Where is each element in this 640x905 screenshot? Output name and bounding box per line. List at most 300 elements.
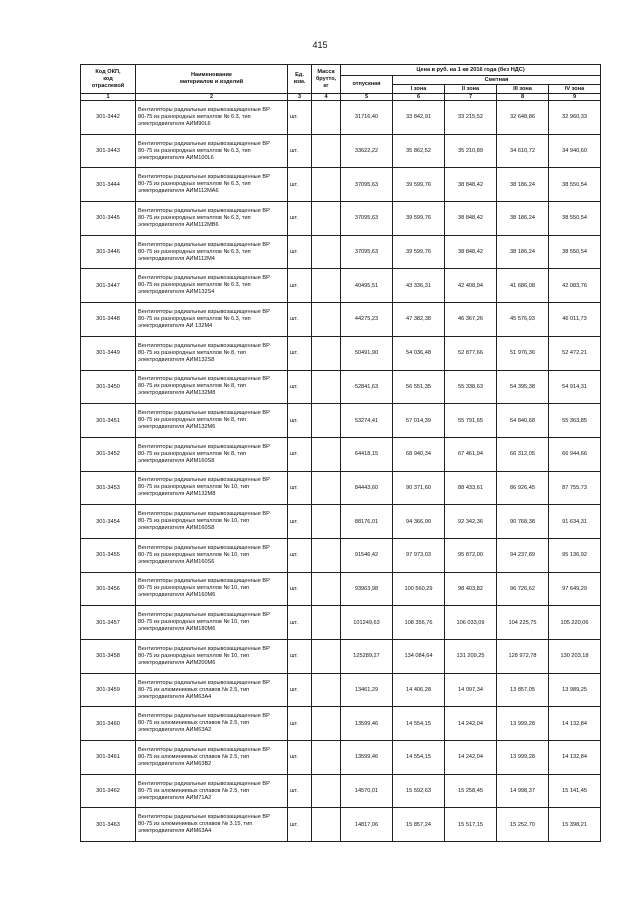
zone-2-price-cell: 98 403,82 — [445, 572, 497, 606]
zone-2-price-cell: 92 342,36 — [445, 505, 497, 539]
mass-cell — [312, 471, 341, 505]
release-price-cell: 93963,98 — [341, 572, 393, 606]
unit-cell: шт. — [288, 134, 312, 168]
name-line: электродвигателя АИМ63В2 — [138, 760, 212, 767]
zone-2-price-cell: 35 210,89 — [445, 134, 497, 168]
release-price-cell: 91546,42 — [341, 538, 393, 572]
zone-2-price-cell: 14 097,34 — [445, 673, 497, 707]
name-line: 80-75 из разнородных металлов № 6.3, тип — [138, 147, 251, 154]
zone-1-price-cell: 43 336,31 — [393, 269, 445, 303]
zone-3-price-cell: 90 768,38 — [497, 505, 549, 539]
mass-cell — [312, 134, 341, 168]
code-cell: 301-3456 — [81, 572, 136, 606]
table-row — [81, 505, 601, 539]
zone-2-price-cell: 42 408,94 — [445, 269, 497, 303]
name-line: электродвигателя АИМ63А4 — [138, 693, 212, 700]
header-mass-line: Масса — [317, 68, 335, 75]
header-zone-4: IV зона — [549, 85, 601, 94]
column-number: 2 — [136, 94, 288, 101]
name-line: Вентиляторы радиальные взрывозащищенные ВР — [138, 746, 270, 753]
price-table — [80, 64, 601, 842]
name-cell — [136, 538, 288, 572]
mass-cell — [312, 303, 341, 337]
name-line: 80-75 из разнородных металлов № 10, тип — [138, 585, 250, 592]
name-line: Вентиляторы радиальные взрывозащищенные ВР — [138, 106, 270, 113]
name-line: Вентиляторы радиальные взрывозащищенные ВР — [138, 645, 270, 652]
unit-cell: шт. — [288, 235, 312, 269]
name-line: 80-75 из разнородных металлов № 6.3, тип — [138, 248, 251, 255]
column-number: 1 — [81, 94, 136, 101]
name-line: электродвигателя АИМ63А4 — [138, 828, 212, 835]
code-cell: 301-3459 — [81, 673, 136, 707]
zone-4-price-cell: 46 011,73 — [549, 303, 601, 337]
zone-3-price-cell: 96 726,62 — [497, 572, 549, 606]
mass-cell — [312, 640, 341, 674]
release-price-cell: 52841,63 — [341, 370, 393, 404]
name-line: 80-75 из алюминиевых сплавов № 2.5, тип — [138, 686, 250, 693]
header-name — [136, 65, 288, 94]
name-line: Вентиляторы радиальные взрывозащищенные ВР — [138, 207, 270, 214]
name-cell — [136, 471, 288, 505]
release-price-cell: 14817,06 — [341, 808, 393, 842]
name-cell — [136, 336, 288, 370]
name-line: электродвигателя АИМ180М6 — [138, 626, 216, 633]
name-line: Вентиляторы радиальные взрывозащищенные ВР — [138, 342, 270, 349]
column-number: 7 — [445, 94, 497, 101]
name-cell — [136, 741, 288, 775]
table-row — [81, 741, 601, 775]
code-cell: 301-3457 — [81, 606, 136, 640]
table-row — [81, 202, 601, 236]
table-row — [81, 404, 601, 438]
name-line: 80-75 из разнородных металлов № 8, тип — [138, 349, 246, 356]
name-line: 80-75 из разнородных металлов № 10, тип — [138, 619, 250, 626]
code-cell: 301-3463 — [81, 808, 136, 842]
name-line: Вентиляторы радиальные взрывозащищенные ВР — [138, 679, 270, 686]
unit-cell: шт. — [288, 437, 312, 471]
name-line: электродвигателя АИМ100L6 — [138, 154, 214, 161]
release-price-cell: 37095,63 — [341, 202, 393, 236]
name-cell — [136, 707, 288, 741]
name-line: электродвигателя АИМ132М8 — [138, 390, 216, 397]
zone-3-price-cell: 104 225,75 — [497, 606, 549, 640]
zone-1-price-cell: 33 842,91 — [393, 101, 445, 135]
mass-cell — [312, 202, 341, 236]
zone-2-price-cell: 106 033,09 — [445, 606, 497, 640]
name-line: 80-75 из разнородных металлов № 6.3, тип — [138, 181, 251, 188]
zone-2-price-cell: 131 209,25 — [445, 640, 497, 674]
mass-cell — [312, 404, 341, 438]
name-line: Вентиляторы радиальные взрывозащищенные ВР — [138, 578, 270, 585]
table-row — [81, 640, 601, 674]
zone-2-price-cell: 55 791,65 — [445, 404, 497, 438]
zone-2-price-cell: 14 242,04 — [445, 707, 497, 741]
zone-2-price-cell: 55 338,63 — [445, 370, 497, 404]
unit-cell: шт. — [288, 640, 312, 674]
header-zone-3: III зона — [497, 85, 549, 94]
header-release-price: отпускная — [341, 76, 393, 94]
table-row — [81, 235, 601, 269]
table-row — [81, 572, 601, 606]
zone-4-price-cell: 14 132,84 — [549, 741, 601, 775]
table-row — [81, 471, 601, 505]
name-cell — [136, 101, 288, 135]
zone-4-price-cell: 38 550,54 — [549, 235, 601, 269]
mass-cell — [312, 505, 341, 539]
code-cell: 301-3445 — [81, 202, 136, 236]
zone-4-price-cell: 55 363,85 — [549, 404, 601, 438]
mass-cell — [312, 673, 341, 707]
code-cell: 301-3449 — [81, 336, 136, 370]
header-code — [81, 65, 136, 94]
header-mass-line: кг — [323, 82, 329, 89]
release-price-cell: 13599,46 — [341, 741, 393, 775]
zone-3-price-cell: 128 972,78 — [497, 640, 549, 674]
zone-1-price-cell: 108 356,76 — [393, 606, 445, 640]
name-line: Вентиляторы радиальные взрывозащищенные ВР — [138, 814, 270, 821]
zone-2-price-cell: 38 848,42 — [445, 202, 497, 236]
zone-4-price-cell: 105 220,06 — [549, 606, 601, 640]
zone-4-price-cell: 38 550,54 — [549, 168, 601, 202]
name-cell — [136, 673, 288, 707]
name-line: Вентиляторы радиальные взрывозащищенные ВР — [138, 511, 270, 518]
zone-4-price-cell: 91 634,31 — [549, 505, 601, 539]
unit-cell: шт. — [288, 202, 312, 236]
header-unit — [288, 65, 312, 94]
code-cell: 301-3446 — [81, 235, 136, 269]
release-price-cell: 40495,51 — [341, 269, 393, 303]
column-number-row — [81, 94, 601, 101]
page-number: 415 — [312, 40, 328, 50]
name-line: Вентиляторы радиальные взрывозащищенные ВР — [138, 174, 270, 181]
name-line: 80-75 из разнородных металлов № 6.3, тип — [138, 315, 251, 322]
zone-1-price-cell: 39 599,76 — [393, 168, 445, 202]
zone-2-price-cell: 15 258,45 — [445, 774, 497, 808]
unit-cell: шт. — [288, 404, 312, 438]
name-line: 80-75 из алюминиевых сплавов № 2.5, тип — [138, 787, 250, 794]
zone-1-price-cell: 39 599,76 — [393, 235, 445, 269]
zone-1-price-cell: 100 560,29 — [393, 572, 445, 606]
unit-cell: шт. — [288, 673, 312, 707]
name-line: электродвигателя АИМ132М6 — [138, 424, 216, 431]
name-cell — [136, 370, 288, 404]
header-name-line: материалов и изделий — [179, 79, 244, 85]
release-price-cell: 14570,01 — [341, 774, 393, 808]
name-line: Вентиляторы радиальные взрывозащищенные ВР — [138, 713, 270, 720]
name-line: электродвигателя АИМ160М6 — [138, 592, 216, 599]
zone-1-price-cell: 47 382,38 — [393, 303, 445, 337]
zone-2-price-cell: 15 517,15 — [445, 808, 497, 842]
zone-1-price-cell: 97 973,03 — [393, 538, 445, 572]
zone-4-price-cell: 52 472,21 — [549, 336, 601, 370]
code-cell: 301-3452 — [81, 437, 136, 471]
name-line: 80-75 из алюминиевых сплавов № 3.15, тип — [138, 821, 253, 828]
zone-4-price-cell: 32 960,33 — [549, 101, 601, 135]
zone-4-price-cell: 66 944,66 — [549, 437, 601, 471]
mass-cell — [312, 707, 341, 741]
unit-cell: шт. — [288, 101, 312, 135]
release-price-cell: 31716,40 — [341, 101, 393, 135]
name-line: электродвигателя АИМ132S8 — [138, 356, 215, 363]
name-cell — [136, 202, 288, 236]
name-line: Вентиляторы радиальные взрывозащищенные ВР — [138, 780, 270, 787]
name-line: Вентиляторы радиальные взрывозащищенные ВР — [138, 308, 270, 315]
release-price-cell: 37095,63 — [341, 168, 393, 202]
column-number: 5 — [341, 94, 393, 101]
mass-cell — [312, 741, 341, 775]
unit-cell: шт. — [288, 741, 312, 775]
name-line: электродвигателя АИМ112МВ6 — [138, 221, 219, 228]
mass-cell — [312, 538, 341, 572]
column-number: 8 — [497, 94, 549, 101]
mass-cell — [312, 774, 341, 808]
name-line: 80-75 из разнородных металлов № 8, тип — [138, 417, 246, 424]
zone-1-price-cell: 15 857,24 — [393, 808, 445, 842]
zone-1-price-cell: 57 014,39 — [393, 404, 445, 438]
name-line: 80-75 из разнородных металлов № 10, тип — [138, 652, 250, 659]
table-header — [81, 65, 601, 101]
name-cell — [136, 505, 288, 539]
zone-2-price-cell: 38 848,42 — [445, 168, 497, 202]
zone-4-price-cell: 13 989,25 — [549, 673, 601, 707]
code-cell: 301-3453 — [81, 471, 136, 505]
name-line: электродвигателя АИМ200М6 — [138, 659, 216, 666]
zone-4-price-cell: 87 755,73 — [549, 471, 601, 505]
zone-1-price-cell: 68 940,34 — [393, 437, 445, 471]
zone-4-price-cell: 95 136,92 — [549, 538, 601, 572]
header-name-line: Наименование — [190, 72, 233, 78]
mass-cell — [312, 572, 341, 606]
name-line: электродвигателя АИМ160S8 — [138, 525, 215, 532]
header-code-line: отраслевой — [91, 82, 125, 89]
name-cell — [136, 134, 288, 168]
zone-1-price-cell: 14 406,28 — [393, 673, 445, 707]
name-line: 80-75 из разнородных металлов № 6.3, тип — [138, 214, 251, 221]
release-price-cell: 53274,41 — [341, 404, 393, 438]
zone-4-price-cell: 97 649,29 — [549, 572, 601, 606]
zone-3-price-cell: 94 237,89 — [497, 538, 549, 572]
zone-1-price-cell: 94 366,00 — [393, 505, 445, 539]
mass-cell — [312, 235, 341, 269]
zone-2-price-cell: 33 215,52 — [445, 101, 497, 135]
zone-1-price-cell: 54 036,48 — [393, 336, 445, 370]
name-line: электродвигателя АИМ63А2 — [138, 727, 212, 734]
code-cell: 301-3442 — [81, 101, 136, 135]
zone-3-price-cell: 38 186,24 — [497, 235, 549, 269]
zone-3-price-cell: 45 576,93 — [497, 303, 549, 337]
release-price-cell: 88176,01 — [341, 505, 393, 539]
zone-2-price-cell: 46 367,26 — [445, 303, 497, 337]
unit-cell: шт. — [288, 606, 312, 640]
mass-cell — [312, 269, 341, 303]
name-line: Вентиляторы радиальные взрывозащищенные ВР — [138, 544, 270, 551]
table-body — [81, 101, 601, 842]
table-row — [81, 437, 601, 471]
zone-1-price-cell: 14 554,15 — [393, 741, 445, 775]
column-number: 4 — [312, 94, 341, 101]
name-line: 80-75 из разнородных металлов № 6.3, тип — [138, 113, 251, 120]
name-line: 80-75 из алюминиевых сплавов № 2.5, тип — [138, 753, 250, 760]
code-cell: 301-3454 — [81, 505, 136, 539]
release-price-cell: 84443,60 — [341, 471, 393, 505]
unit-cell: шт. — [288, 303, 312, 337]
zone-1-price-cell: 90 371,60 — [393, 471, 445, 505]
name-line: электродвигателя АИМ132М8 — [138, 491, 216, 498]
name-cell — [136, 572, 288, 606]
name-line: Вентиляторы радиальные взрывозащищенные ВР — [138, 477, 270, 484]
release-price-cell: 13461,29 — [341, 673, 393, 707]
column-number: 6 — [393, 94, 445, 101]
code-cell: 301-3444 — [81, 168, 136, 202]
name-line: Вентиляторы радиальные взрывозащищенные ВР — [138, 410, 270, 417]
header-price-group: Цена в руб. на 1 кв 2016 года (без НДС) — [341, 65, 601, 76]
unit-cell: шт. — [288, 572, 312, 606]
table-row — [81, 303, 601, 337]
unit-cell: шт. — [288, 505, 312, 539]
header-mass-line: брутто, — [315, 75, 337, 82]
zone-3-price-cell: 54 395,38 — [497, 370, 549, 404]
unit-cell: шт. — [288, 336, 312, 370]
code-cell: 301-3461 — [81, 741, 136, 775]
name-cell — [136, 774, 288, 808]
mass-cell — [312, 437, 341, 471]
release-price-cell: 64418,15 — [341, 437, 393, 471]
zone-2-price-cell: 88 433,61 — [445, 471, 497, 505]
zone-2-price-cell: 38 848,42 — [445, 235, 497, 269]
name-line: 80-75 из разнородных металлов № 10, тип — [138, 484, 250, 491]
name-cell — [136, 437, 288, 471]
zone-3-price-cell: 15 252,70 — [497, 808, 549, 842]
zone-2-price-cell: 14 242,04 — [445, 741, 497, 775]
unit-cell: шт. — [288, 808, 312, 842]
zone-4-price-cell: 15 141,45 — [549, 774, 601, 808]
column-number: 9 — [549, 94, 601, 101]
mass-cell — [312, 808, 341, 842]
unit-cell: шт. — [288, 538, 312, 572]
name-line: электродвигателя АИМ112МА6 — [138, 188, 219, 195]
zone-3-price-cell: 51 976,36 — [497, 336, 549, 370]
name-cell — [136, 606, 288, 640]
zone-1-price-cell: 134 084,64 — [393, 640, 445, 674]
unit-cell: шт. — [288, 774, 312, 808]
zone-1-price-cell: 15 592,63 — [393, 774, 445, 808]
name-line: электродвигателя АИМ112М4 — [138, 255, 215, 262]
zone-3-price-cell: 13 857,05 — [497, 673, 549, 707]
name-line: 80-75 из разнородных металлов № 10, тип — [138, 518, 250, 525]
code-cell: 301-3462 — [81, 774, 136, 808]
mass-cell — [312, 336, 341, 370]
table-row — [81, 336, 601, 370]
name-line: 80-75 из разнородных металлов № 8, тип — [138, 450, 246, 457]
name-cell — [136, 640, 288, 674]
zone-4-price-cell: 15 398,21 — [549, 808, 601, 842]
table-row — [81, 774, 601, 808]
name-line: электродвигателя АИ 132М4 — [138, 322, 213, 329]
name-line: электродвигателя АИМ90L6 — [138, 120, 211, 127]
unit-cell: шт. — [288, 471, 312, 505]
zone-3-price-cell: 13 999,28 — [497, 707, 549, 741]
mass-cell — [312, 168, 341, 202]
zone-3-price-cell: 38 186,24 — [497, 202, 549, 236]
name-line: 80-75 из алюминиевых сплавов № 2.5, тип — [138, 720, 250, 727]
header-code-line: Код ОКП, — [95, 68, 121, 75]
zone-4-price-cell: 54 914,31 — [549, 370, 601, 404]
table-row — [81, 168, 601, 202]
name-line: 80-75 из разнородных металлов № 6.3, тип — [138, 282, 251, 289]
name-line: 80-75 из разнородных металлов № 10, тип — [138, 551, 250, 558]
zone-3-price-cell: 14 998,37 — [497, 774, 549, 808]
release-price-cell: 125289,27 — [341, 640, 393, 674]
header-zone-2: II зона — [445, 85, 497, 94]
zone-4-price-cell: 34 940,60 — [549, 134, 601, 168]
name-line: Вентиляторы радиальные взрывозащищенные ВР — [138, 443, 270, 450]
name-cell — [136, 303, 288, 337]
table-row — [81, 134, 601, 168]
name-line: Вентиляторы радиальные взрывозащищенные ВР — [138, 275, 270, 282]
release-price-cell: 33622,22 — [341, 134, 393, 168]
release-price-cell: 37095,63 — [341, 235, 393, 269]
table-row — [81, 707, 601, 741]
name-cell — [136, 808, 288, 842]
zone-3-price-cell: 38 186,24 — [497, 168, 549, 202]
zone-4-price-cell: 38 550,54 — [549, 202, 601, 236]
name-line: Вентиляторы радиальные взрывозащищенные ВР — [138, 612, 270, 619]
header-zone-1: I зона — [393, 85, 445, 94]
code-cell: 301-3443 — [81, 134, 136, 168]
name-cell — [136, 269, 288, 303]
table-row — [81, 269, 601, 303]
name-cell — [136, 168, 288, 202]
zone-4-price-cell: 14 132,84 — [549, 707, 601, 741]
mass-cell — [312, 370, 341, 404]
mass-cell — [312, 101, 341, 135]
zone-3-price-cell: 13 999,28 — [497, 741, 549, 775]
table-row — [81, 808, 601, 842]
table-row — [81, 538, 601, 572]
zone-2-price-cell: 52 877,66 — [445, 336, 497, 370]
name-line: электродвигателя АИМ160S8 — [138, 457, 215, 464]
zone-2-price-cell: 95 872,00 — [445, 538, 497, 572]
header-mass — [312, 65, 341, 94]
name-line: электродвигателя АИМ71А2 — [138, 794, 212, 801]
name-line: Вентиляторы радиальные взрывозащищенные ВР — [138, 140, 270, 147]
code-cell: 301-3460 — [81, 707, 136, 741]
zone-1-price-cell: 39 599,76 — [393, 202, 445, 236]
release-price-cell: 50491,90 — [341, 336, 393, 370]
zone-4-price-cell: 42 083,76 — [549, 269, 601, 303]
zone-4-price-cell: 130 203,18 — [549, 640, 601, 674]
zone-1-price-cell: 56 551,35 — [393, 370, 445, 404]
table-row — [81, 370, 601, 404]
name-line: электродвигателя АИМ160S6 — [138, 558, 215, 565]
zone-3-price-cell: 54 840,68 — [497, 404, 549, 438]
header-code-line: код — [103, 75, 113, 82]
zone-2-price-cell: 67 461,94 — [445, 437, 497, 471]
code-cell: 301-3447 — [81, 269, 136, 303]
table-row — [81, 673, 601, 707]
release-price-cell: 101249,63 — [341, 606, 393, 640]
name-line: электродвигателя АИМ132S4 — [138, 289, 215, 296]
zone-1-price-cell: 14 554,15 — [393, 707, 445, 741]
table-row — [81, 606, 601, 640]
code-cell: 301-3448 — [81, 303, 136, 337]
zone-3-price-cell: 86 926,45 — [497, 471, 549, 505]
name-line: Вентиляторы радиальные взрывозащищенные ВР — [138, 376, 270, 383]
header-unit-line: изм. — [293, 79, 306, 85]
unit-cell: шт. — [288, 370, 312, 404]
name-line: 80-75 из разнородных металлов № 8, тип — [138, 383, 246, 390]
zone-3-price-cell: 34 610,72 — [497, 134, 549, 168]
